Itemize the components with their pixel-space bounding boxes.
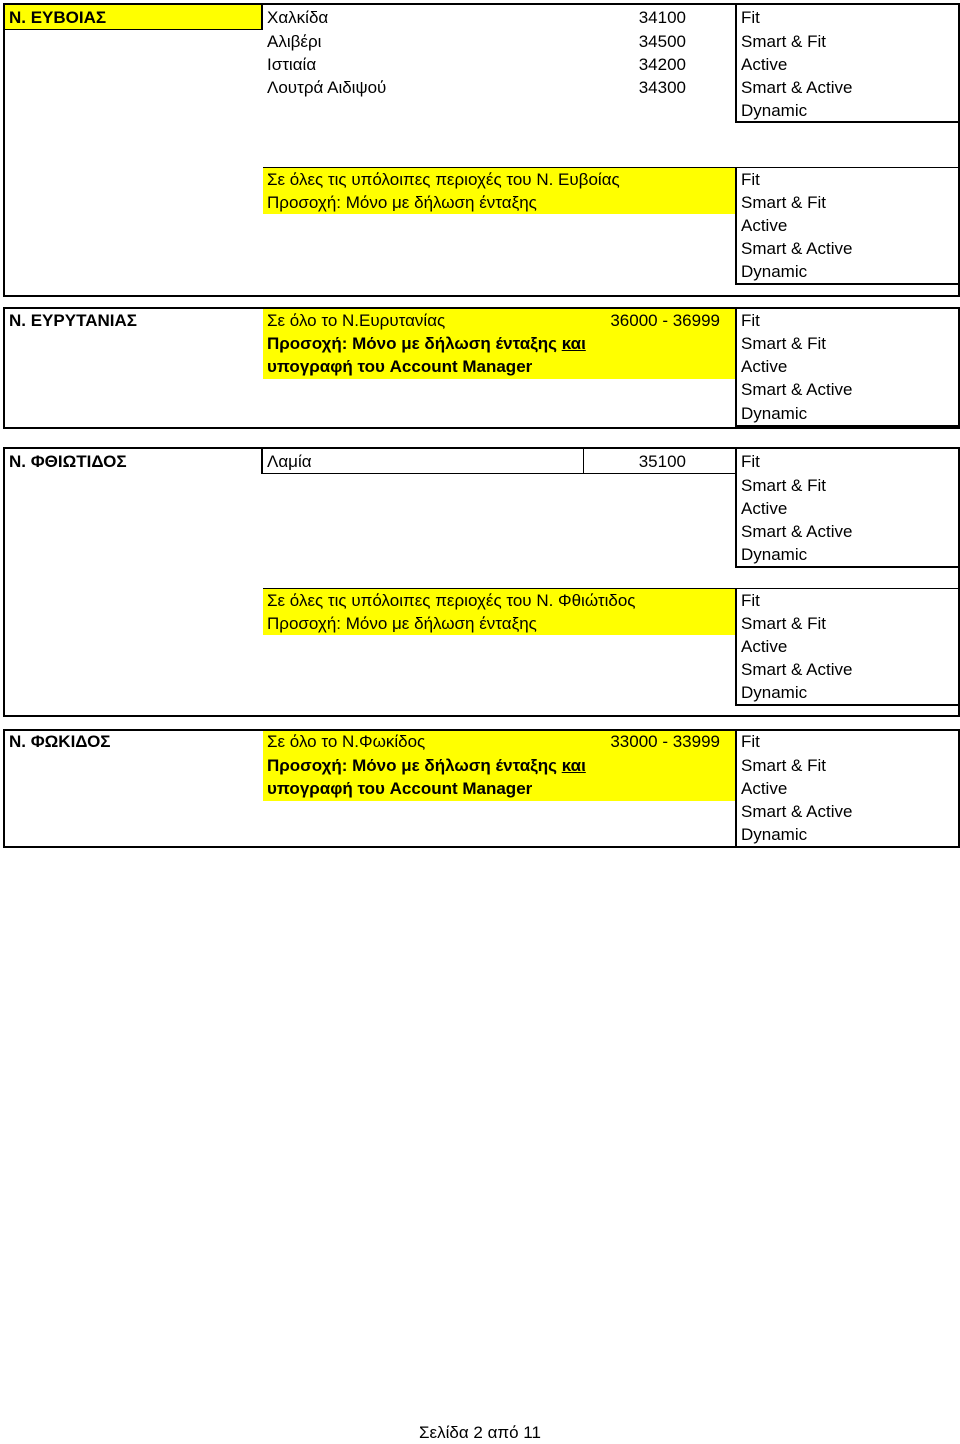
plan-label: Active bbox=[741, 357, 788, 376]
postal-code-range: 33000 - 33999 bbox=[610, 732, 720, 751]
plan-label: Smart & Fit bbox=[741, 32, 827, 51]
plan-label: Smart & Fit bbox=[741, 476, 827, 495]
enrollment-note-and: και bbox=[561, 756, 586, 775]
plan-label: Smart & Active bbox=[741, 802, 853, 821]
border bbox=[3, 295, 960, 297]
plan-label: Fit bbox=[741, 8, 760, 27]
enrollment-note-text: Προσοχή: Μόνο με δήλωση ένταξης bbox=[267, 334, 557, 353]
prefecture-name: Ν. ΦΘΙΩΤΙΔΟΣ bbox=[9, 452, 127, 471]
enrollment-note-and: και bbox=[561, 334, 586, 353]
enrollment-note: Προσοχή: Μόνο με δήλωση ένταξης bbox=[267, 614, 537, 633]
border bbox=[3, 715, 960, 717]
area-name: Σε όλο το Ν.Φωκίδος bbox=[267, 732, 426, 751]
plan-label: Dynamic bbox=[741, 101, 808, 120]
plan-label: Dynamic bbox=[741, 825, 808, 844]
plan-label: Dynamic bbox=[741, 404, 808, 423]
border bbox=[3, 447, 5, 717]
postal-code: 34200 bbox=[638, 55, 686, 74]
plan-label: Dynamic bbox=[741, 683, 808, 702]
border bbox=[5, 29, 263, 30]
border bbox=[735, 167, 737, 285]
postal-code: 34500 bbox=[638, 32, 686, 51]
plan-label: Smart & Fit bbox=[741, 614, 827, 633]
prefecture-name: Ν. ΕΥΡΥΤΑΝΙΑΣ bbox=[9, 311, 137, 330]
border bbox=[3, 729, 960, 731]
rest-of-prefecture: Σε όλες τις υπόλοιπες περιοχές του Ν. Ευβοίας bbox=[267, 170, 620, 189]
border bbox=[735, 729, 737, 848]
prefecture-name: Ν. ΦΩΚΙΔΟΣ bbox=[9, 732, 111, 751]
plan-label: Smart & Active bbox=[741, 522, 853, 541]
plan-label: Fit bbox=[741, 732, 760, 751]
border bbox=[3, 846, 960, 848]
border bbox=[3, 447, 960, 449]
border bbox=[735, 588, 737, 706]
border bbox=[261, 3, 263, 30]
plan-label: Fit bbox=[741, 311, 760, 330]
plan-label: Smart & Active bbox=[741, 660, 853, 679]
area-name: Λουτρά Αιδιψού bbox=[267, 78, 387, 97]
prefecture-name: Ν. ΕΥΒΟΙΑΣ bbox=[9, 8, 107, 27]
postal-code: 34300 bbox=[638, 78, 686, 97]
plan-label: Active bbox=[741, 499, 788, 518]
plan-label: Active bbox=[741, 779, 788, 798]
border bbox=[261, 447, 263, 474]
border bbox=[735, 283, 958, 285]
border bbox=[3, 3, 959, 5]
border bbox=[735, 3, 737, 123]
enrollment-note bbox=[267, 754, 586, 777]
border bbox=[735, 447, 737, 568]
plan-label: Fit bbox=[741, 591, 760, 610]
postal-code: 34100 bbox=[638, 8, 686, 27]
border bbox=[3, 427, 960, 429]
border bbox=[3, 307, 5, 429]
border bbox=[3, 3, 5, 295]
plan-label: Active bbox=[741, 637, 788, 656]
area-name: Ιστιαία bbox=[267, 55, 317, 74]
postal-code-range: 36000 - 36999 bbox=[610, 311, 720, 330]
area-name: Χαλκίδα bbox=[267, 8, 329, 27]
enrollment-note: Προσοχή: Μόνο με δήλωση ένταξης bbox=[267, 193, 537, 212]
rest-of-prefecture: Σε όλες τις υπόλοιπες περιοχές του Ν. Φθιώτιδος bbox=[267, 591, 636, 610]
plan-label: Dynamic bbox=[741, 262, 808, 281]
border bbox=[3, 729, 5, 848]
border bbox=[735, 307, 737, 427]
page-footer: Σελίδα 2 από 11 bbox=[419, 1423, 541, 1442]
area-name: Αλιβέρι bbox=[267, 32, 322, 51]
border bbox=[3, 307, 960, 309]
plan-label: Smart & Fit bbox=[741, 334, 827, 353]
account-manager-note: υπογραφή του Account Manager bbox=[267, 357, 533, 376]
plan-label: Smart & Active bbox=[741, 239, 853, 258]
border bbox=[583, 447, 584, 474]
area-name: Σε όλο το Ν.Ευρυτανίας bbox=[267, 311, 446, 330]
plan-label: Smart & Active bbox=[741, 78, 853, 97]
plan-label: Smart & Fit bbox=[741, 756, 827, 775]
plan-label: Active bbox=[741, 55, 788, 74]
plan-label: Smart & Fit bbox=[741, 193, 827, 212]
area-name: Λαμία bbox=[267, 452, 312, 471]
border bbox=[735, 566, 958, 568]
enrollment-note bbox=[267, 332, 586, 355]
postal-code: 35100 bbox=[638, 452, 686, 471]
plan-label: Fit bbox=[741, 170, 760, 189]
plan-label: Dynamic bbox=[741, 545, 808, 564]
plan-label: Smart & Active bbox=[741, 380, 853, 399]
plan-label: Fit bbox=[741, 452, 760, 471]
border bbox=[263, 473, 737, 474]
enrollment-note-text: Προσοχή: Μόνο με δήλωση ένταξης bbox=[267, 756, 557, 775]
border bbox=[735, 704, 958, 706]
account-manager-note: υπογραφή του Account Manager bbox=[267, 779, 533, 798]
plan-label: Active bbox=[741, 216, 788, 235]
